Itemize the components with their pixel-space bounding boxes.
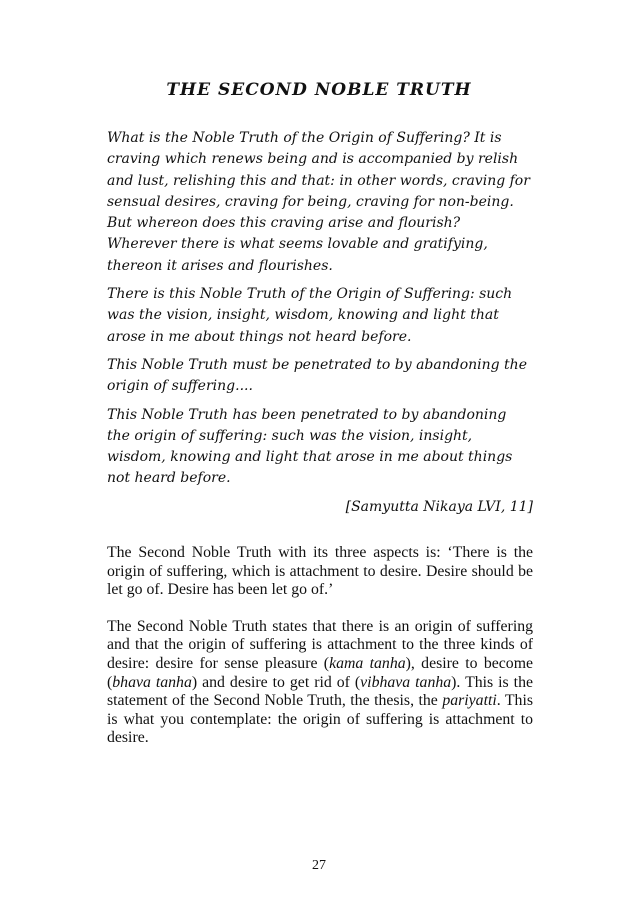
quote-citation: [Samyutta Nikaya LVI, 11]: [345, 498, 533, 515]
chapter-title: THE SECOND NOBLE TRUTH: [166, 80, 472, 100]
body-text-span: The Second Noble Truth states that there is an origin of suffering and that the origin of suffering is attachment to the three kinds of desire: desire for sense pleasure (: [107, 617, 533, 672]
body-text-span: ) and desire to get rid of (: [191, 673, 361, 691]
body-text: [107, 544, 533, 766]
body-text-span: . This is what you contemplate: the origin of suffering is attachment to desire.: [107, 692, 533, 747]
pali-term: pariyatti: [442, 692, 497, 710]
body-paragraph-2: [107, 618, 533, 748]
quote-paragraph: This Noble Truth must be penetrated to by abandoning the origin of suffering....: [107, 356, 527, 395]
pali-term: bhava tanha: [112, 673, 192, 691]
body-paragraph-1: The Second Noble Truth with its three aspects is: ‘There is the origin of suffering, which is attachment to desire. Desire should be let go of. Desire has been let go of.’: [107, 544, 533, 599]
page-number: 27: [312, 858, 326, 873]
quote-paragraph: This Noble Truth has been penetrated to by abandoning the origin of suffering: such was the vision, insight, wisdom, knowing and light that arose in me about things not heard before.: [107, 406, 513, 487]
body-text-span: ), desire to become (: [107, 654, 533, 691]
pali-term: kama tanha: [329, 654, 406, 672]
body-text-span: ). This is the statement of the Second Noble Truth, the thesis, the: [107, 673, 533, 710]
quote-paragraph: What is the Noble Truth of the Origin of Suffering? It is craving which renews being and is accompanied by relish and lust, relishing this and that: in other words, craving for sensual desires, craving for being, craving for non-being. But whereon does this craving arise and flourish? Wherever there is what seems lovable and gratifying, thereon it arises and flourishes.: [107, 130, 530, 274]
pali-term: vibhava tanha: [360, 673, 452, 691]
sutta-quotation: [107, 128, 533, 525]
quote-paragraph: There is this Noble Truth of the Origin of Suffering: such was the vision, insight, wisdom, knowing and light that arose in me about things not heard before.: [107, 286, 513, 345]
